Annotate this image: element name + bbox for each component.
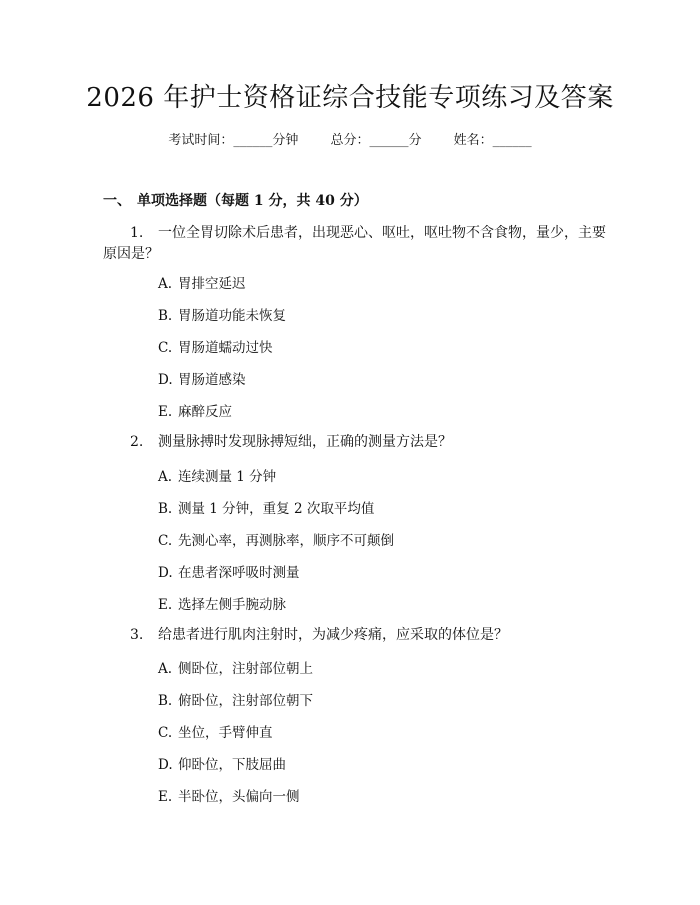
option-1c — [158, 336, 273, 360]
option-2b — [158, 497, 374, 521]
option-text: 胃肠道蠕动过快 — [178, 340, 273, 356]
option-text: 测量 1 分钟，重复 2 次取平均值 — [178, 501, 375, 517]
option-text: 侧卧位，注射部位朝上 — [178, 661, 313, 677]
option-3c — [158, 721, 273, 745]
option-text: 选择左侧手腕动脉 — [178, 597, 286, 613]
section-number: 一、 — [103, 193, 131, 209]
option-letter: E. — [158, 789, 173, 805]
option-letter: C. — [158, 533, 173, 549]
section-heading — [103, 189, 368, 213]
option-letter: B. — [158, 693, 173, 709]
option-3d — [158, 753, 286, 777]
question-text: 测量脉搏时发现脉搏短绌，正确的测量方法是？ — [158, 434, 452, 450]
option-letter: A. — [158, 276, 173, 292]
option-3b — [158, 689, 313, 713]
question-number: 3. — [130, 627, 144, 643]
option-letter: D. — [158, 757, 173, 773]
question-1-continuation: 原因是？ — [103, 246, 159, 262]
option-1e — [158, 400, 232, 424]
option-text: 连续测量 1 分钟 — [178, 469, 277, 485]
option-1b — [158, 304, 286, 328]
section-title: 单项选择题（每题 1 分，共 40 分） — [137, 193, 368, 209]
option-text: 胃肠道感染 — [178, 372, 246, 388]
option-letter: E. — [158, 404, 173, 420]
option-2d — [158, 561, 300, 585]
option-letter: B. — [158, 308, 173, 324]
total-score-field: 总分：______分 — [330, 133, 422, 148]
option-text: 在患者深呼吸时测量 — [178, 565, 300, 581]
option-text: 俯卧位，注射部位朝下 — [178, 693, 313, 709]
option-2c — [158, 529, 394, 553]
option-letter: B. — [158, 501, 173, 517]
option-letter: C. — [158, 340, 173, 356]
option-letter: D. — [158, 372, 173, 388]
question-text: 一位全胃切除术后患者，出现恶心、呕吐，呕吐物不含食物，量少，主要 — [158, 225, 606, 241]
option-text: 半卧位，头偏向一侧 — [178, 789, 300, 805]
option-text: 坐位，手臂伸直 — [178, 725, 273, 741]
option-letter: E. — [158, 597, 173, 613]
option-text: 先测心率，再测脉率，顺序不可颠倒 — [178, 533, 394, 549]
option-3e — [158, 785, 300, 809]
option-letter: D. — [158, 565, 173, 581]
option-text: 胃肠道功能未恢复 — [178, 308, 286, 324]
option-letter: A. — [158, 469, 173, 485]
option-text: 胃排空延迟 — [178, 276, 246, 292]
question-number: 2. — [130, 434, 144, 450]
option-text: 麻醉反应 — [178, 404, 232, 420]
exam-time-field: 考试时间：______分钟 — [168, 133, 299, 148]
option-1a — [158, 272, 246, 296]
option-2e — [158, 593, 286, 617]
document-title: 2026 年护士资格证综合技能专项练习及答案 — [86, 83, 614, 113]
question-3 — [130, 621, 508, 649]
option-text: 仰卧位，下肢屈曲 — [178, 757, 286, 773]
question-2 — [130, 428, 452, 456]
option-letter: C. — [158, 725, 173, 741]
question-1 — [130, 219, 606, 247]
option-3a — [158, 657, 313, 681]
exam-info-line — [0, 130, 700, 152]
student-name-field: 姓名：______ — [453, 133, 532, 148]
option-1d — [158, 368, 246, 392]
option-2a — [158, 465, 276, 489]
option-letter: A. — [158, 661, 173, 677]
question-text: 给患者进行肌肉注射时，为减少疼痛，应采取的体位是？ — [158, 627, 508, 643]
question-number: 1. — [130, 225, 144, 241]
